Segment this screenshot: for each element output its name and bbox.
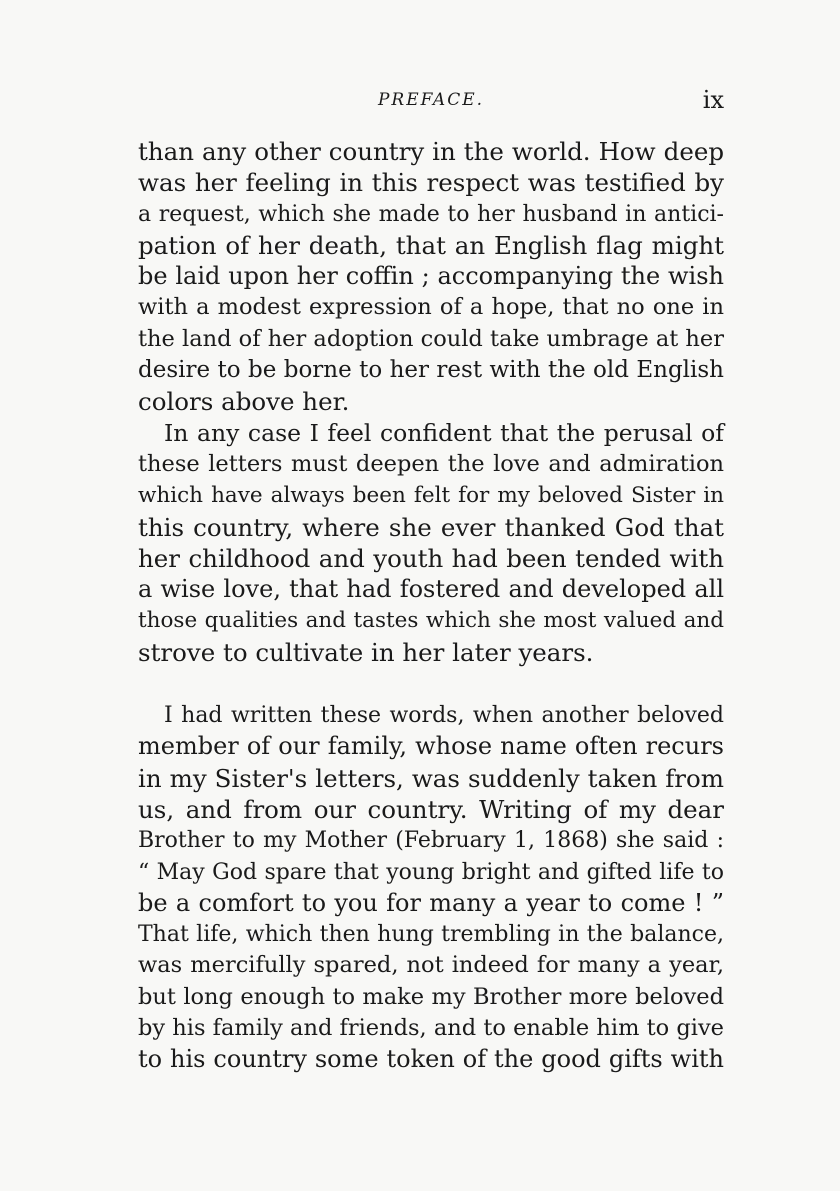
page-header xyxy=(138,86,724,116)
page-number: ix xyxy=(702,86,724,114)
text-line: That life, which then hung trembling in the balance, xyxy=(138,922,724,948)
text-line: I had written these words, when another beloved xyxy=(164,703,724,729)
section-break xyxy=(138,668,724,700)
text-line: be a comfort to you for many a year to come ! ” xyxy=(138,888,724,917)
text-line: with a modest expression of a hope, that no one in xyxy=(138,294,724,321)
running-title: PREFACE. xyxy=(377,90,485,110)
text-line: but long enough to make my Brother more beloved xyxy=(138,983,724,1010)
text-line: this country, where she ever thanked God that xyxy=(138,512,724,542)
text-line: strove to cultivate in her later years. xyxy=(138,637,594,667)
text-line: In any case I feel confident that the perusal of xyxy=(164,418,724,447)
text-line: pation of her death, that an English flag might xyxy=(138,230,724,260)
text-line: “ May God spare that young bright and gifted life to xyxy=(138,859,724,885)
text-line: be laid upon her coffin ; accompanying the wish xyxy=(138,262,724,291)
text-line: member of our family, whose name often recurs xyxy=(138,732,724,761)
text-line: was her feeling in this respect was testified by xyxy=(138,168,724,198)
text-line: a request, which she made to her husband in antici- xyxy=(138,201,724,227)
text-line: Brother to my Mother (February 1, 1868) she said : xyxy=(138,828,724,854)
text-line: which have always been felt for my beloved Sister in xyxy=(138,483,724,509)
text-line: than any other country in the world. How deep xyxy=(138,137,724,166)
text-line: these letters must deepen the love and admiration xyxy=(138,450,724,477)
paragraph xyxy=(138,700,724,1076)
text-line: a wise love, that had fostered and developed all xyxy=(138,575,724,604)
body-text xyxy=(138,136,724,1076)
paragraph xyxy=(138,136,724,418)
text-line: desire to be borne to her rest with the old English xyxy=(138,357,724,384)
paragraph xyxy=(138,418,724,668)
text-line: colors above her. xyxy=(138,387,350,417)
text-line: was mercifully spared, not indeed for many a year, xyxy=(138,952,724,979)
text-line: to his country some token of the good gifts with xyxy=(138,1045,724,1074)
text-line: those qualities and tastes which she most valued and xyxy=(138,608,724,634)
text-line: in my Sister's letters, was suddenly taken from xyxy=(138,763,724,793)
text-line: the land of her adoption could take umbrage at her xyxy=(138,325,724,352)
text-line: us, and from our country. Writing of my dear xyxy=(138,794,724,824)
text-line: her childhood and youth had been tended with xyxy=(138,543,724,573)
text-line: by his family and friends, and to enable him to give xyxy=(138,1015,724,1042)
